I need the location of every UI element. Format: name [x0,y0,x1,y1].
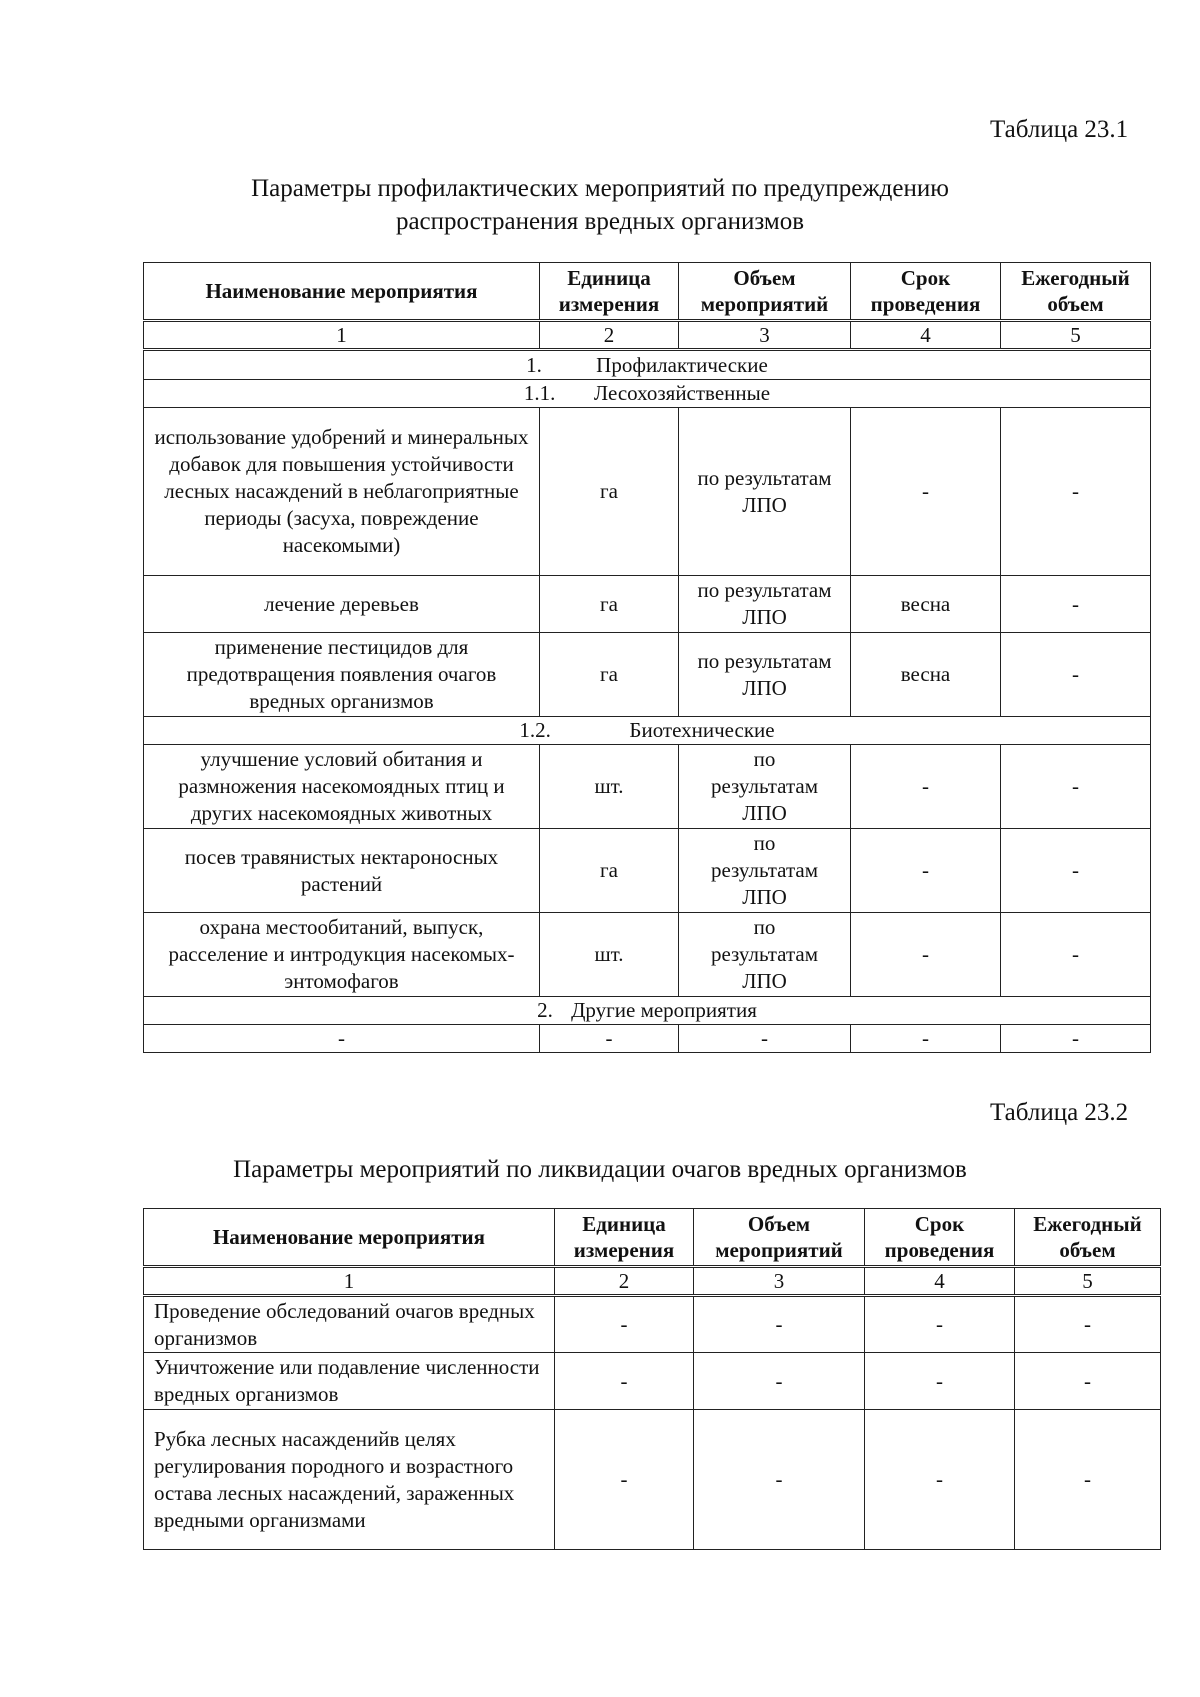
table1 [143,262,1151,1053]
table1-label: Таблица 23.1 [990,116,1129,143]
table1-colnum-5: 5 [1001,321,1151,350]
table1-section-row [144,380,1151,408]
table1-header-unit: Единица измерения [540,263,679,321]
t2-row2-unit: - [555,1353,694,1410]
section-1-2 [144,717,1151,745]
table-row [144,829,1151,913]
table1-colnum-3: 3 [679,321,851,350]
table1-header-volume: Объем мероприятий [679,263,851,321]
row6-volume: по результатам ЛПО [679,913,851,997]
row1-volume: по результатам ЛПО [679,408,851,576]
table1-section-row [144,997,1151,1025]
table2-header-term: Срок проведения [865,1209,1015,1267]
table1-title-line2: распространения вредных организмов [395,208,805,235]
table-row [144,1296,1161,1353]
t2-row1-term: - [865,1296,1015,1353]
section-1-1 [144,380,1151,408]
t2-row3-volume: - [694,1410,865,1550]
row3-term: весна [851,633,1001,717]
row7-unit: - [540,1025,679,1053]
t2-row2-volume: - [694,1353,865,1410]
table1-header-term: Срок проведения [851,263,1001,321]
row5-term: - [851,829,1001,913]
row4-name: улучшение условий обитания и размножения насекомоядных птиц и других насекомоядных животных [144,745,540,829]
t2-row1-volume: - [694,1296,865,1353]
table1-section-row [144,350,1151,380]
row1-unit: га [540,408,679,576]
row2-unit: га [540,576,679,633]
table2-header-row [144,1209,1161,1267]
row1-name: использование удобрений и минеральных добавок для повышения устойчивости лесных насаждений в неблагоприятные периоды (засуха, повреждение насекомыми) [144,408,540,576]
t2-row2-term: - [865,1353,1015,1410]
table-row [144,1410,1161,1550]
row1-term: - [851,408,1001,576]
table2-colnum-5: 5 [1015,1267,1161,1296]
row4-annual: - [1001,745,1151,829]
t2-row3-unit: - [555,1410,694,1550]
row2-volume: по результатам ЛПО [679,576,851,633]
section-2 [144,997,1151,1025]
t2-row2-name: Уничтожение или подавление численности вредных организмов [144,1353,555,1410]
table-row [144,1353,1161,1410]
table2-colnum-4: 4 [865,1267,1015,1296]
table2-number-row [144,1267,1161,1296]
table1-colnum-1: 1 [144,321,540,350]
table-row [144,1025,1151,1053]
table1-colnum-4: 4 [851,321,1001,350]
table2 [143,1208,1161,1550]
t2-row1-annual: - [1015,1296,1161,1353]
row7-term: - [851,1025,1001,1053]
row3-volume: по результатам ЛПО [679,633,851,717]
table2-label: Таблица 23.2 [990,1099,1129,1126]
table2-header-unit: Единица измерения [555,1209,694,1267]
row6-term: - [851,913,1001,997]
row6-name: охрана местообитаний, выпуск, расселение и интродукция насекомых-энтомофагов [144,913,540,997]
table1-header-name: Наименование мероприятия [144,263,540,321]
section-1-title: Профилактические [596,352,768,377]
row7-name: - [144,1025,540,1053]
row5-annual: - [1001,829,1151,913]
table1-header-row [144,263,1151,321]
section-2-number: 2. [537,998,553,1022]
row5-volume: по результатам ЛПО [679,829,851,913]
table-row [144,745,1151,829]
row4-unit: шт. [540,745,679,829]
table-row [144,576,1151,633]
table1-number-row [144,321,1151,350]
table2-header-annual: Ежегодный объем [1015,1209,1161,1267]
row4-volume: по результатам ЛПО [679,745,851,829]
section-1-1-title: Лесохозяйственные [593,381,771,405]
table2-colnum-2: 2 [555,1267,694,1296]
table1-title [0,174,1200,237]
table2-header-volume: Объем мероприятий [694,1209,865,1267]
table1-header-annual: Ежегодный объем [1001,263,1151,321]
row2-annual: - [1001,576,1151,633]
table-row [144,633,1151,717]
row1-annual: - [1001,408,1151,576]
row2-term: весна [851,576,1001,633]
t2-row3-annual: - [1015,1410,1161,1550]
table1-colnum-2: 2 [540,321,679,350]
table2-title: Параметры мероприятий по ликвидации очагов вредных организмов [233,1156,967,1183]
row7-volume: - [679,1025,851,1053]
t2-row3-term: - [865,1410,1015,1550]
table1-section-row [144,717,1151,745]
table1-title-line1: Параметры профилактических мероприятий по предупреждению [251,175,949,202]
row7-annual: - [1001,1025,1151,1053]
row6-annual: - [1001,913,1151,997]
row3-annual: - [1001,633,1151,717]
table2-header-name: Наименование мероприятия [144,1209,555,1267]
row5-unit: га [540,829,679,913]
table2-colnum-1: 1 [144,1267,555,1296]
section-1 [144,350,1151,380]
t2-row1-name: Проведение обследований очагов вредных организмов [144,1296,555,1353]
row5-name: посев травянистых нектароносных растений [144,829,540,913]
section-1-number: 1. [526,352,542,377]
table-row [144,408,1151,576]
table-row [144,913,1151,997]
section-1-2-number: 1.2. [519,718,551,742]
section-1-1-number: 1.1. [523,381,556,405]
t2-row2-annual: - [1015,1353,1161,1410]
row3-unit: га [540,633,679,717]
t2-row3-name: Рубка лесных насажденийв целях регулирования породного и возрастного остава лесных насаждений, зараженных вредными организмами [144,1410,555,1550]
section-1-2-title: Биотехнические [629,718,775,742]
row6-unit: шт. [540,913,679,997]
t2-row1-unit: - [555,1296,694,1353]
row2-name: лечение деревьев [144,576,540,633]
row3-name: применение пестицидов для предотвращения появления очагов вредных организмов [144,633,540,717]
row4-term: - [851,745,1001,829]
table2-colnum-3: 3 [694,1267,865,1296]
section-2-title: Другие мероприятия [571,998,757,1022]
